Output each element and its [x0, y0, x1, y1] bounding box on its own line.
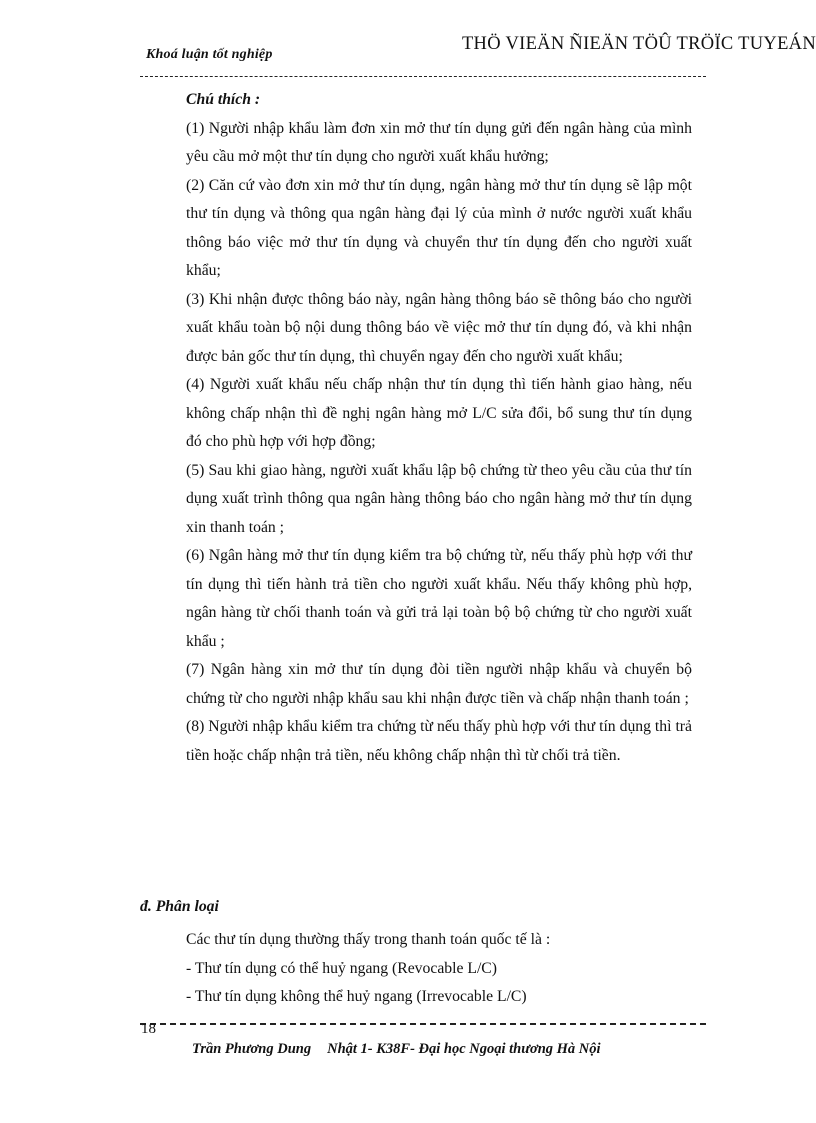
note-paragraph: (1) Người nhập khẩu làm đơn xin mở thư tín dụng gửi đến ngân hàng của mình yêu cầu mở một thư tín dụng cho người xuất khẩu hưởng;	[186, 119, 692, 165]
footer	[192, 1041, 601, 1058]
header-left-title: Khoá luận tốt nghiệp	[146, 47, 273, 62]
page-number: 18	[141, 1021, 156, 1037]
header-divider	[140, 76, 706, 77]
note-paragraph: (5) Sau khi giao hàng, người xuất khẩu lập bộ chứng từ theo yêu cầu của thư tín dụng xuất trình thông qua ngân hàng thông báo cho ngân hàng mở thư tín dụng xin thanh toán ;	[186, 461, 692, 536]
classification-intro: Các thư tín dụng thường thấy trong thanh toán quốc tế là :	[186, 931, 551, 948]
footer-class-info: Nhật 1- K38F- Đại học Ngoại thương Hà Nội	[327, 1041, 601, 1057]
classification-item: - Thư tín dụng có thể huỷ ngang (Revocable L/C)	[186, 959, 497, 977]
note-paragraph: (2) Căn cứ vào đơn xin mở thư tín dụng, ngân hàng mở thư tín dụng sẽ lập một thư tín dụng và thông qua ngân hàng đại lý của mình ở nước người xuất khẩu thông báo việc mở thư tín dụng và chuyển thư tín dụng đến cho người xuất khẩu;	[186, 176, 692, 279]
footer-divider	[140, 1023, 706, 1025]
notes-section	[186, 86, 692, 770]
note-paragraph: (4) Người xuất khẩu nếu chấp nhận thư tín dụng thì tiến hành giao hàng, nếu không chấp nhận thì đề nghị ngân hàng mở L/C sửa đổi, bổ sung thư tín dụng đó cho phù hợp với hợp đồng;	[186, 376, 692, 450]
note-paragraph: (6) Ngân hàng mở thư tín dụng kiểm tra bộ chứng từ, nếu thấy phù hợp với thư tín dụng thì tiến hành trả tiền cho người xuất khẩu. Nếu thấy không phù hợp, ngân hàng từ chối thanh toán và gửi trả lại toàn bộ bộ chứng từ cho người xuất khẩu ;	[186, 547, 692, 650]
classification-item: - Thư tín dụng không thể huỷ ngang (Irrevocable L/C)	[186, 988, 527, 1005]
note-paragraph: (3) Khi nhận được thông báo này, ngân hàng thông báo sẽ thông báo cho người xuất khẩu toàn bộ nội dung thông báo về việc mở thư tín dụng đó, và khi nhận được bản gốc thư tín dụng, thì chuyển ngay đến cho người xuất khẩu;	[186, 290, 692, 365]
note-paragraph: (7) Ngân hàng xin mở thư tín dụng đòi tiền người nhập khẩu và chuyển bộ chứng từ cho người nhập khẩu sau khi nhận được tiền và chấp nhận thanh toán ;	[186, 661, 692, 707]
header-right-title: THÖ VIEÄN ÑIEÄN TÖÛ TRÖÏC TUYEÁN	[461, 34, 816, 54]
note-paragraph: (8) Người nhập khẩu kiểm tra chứng từ nếu thấy phù hợp với thư tín dụng thì trả tiền hoặc chấp nhận trả tiền, nếu không chấp nhận thì từ chối trả tiền.	[186, 718, 692, 764]
caption-title: Chú thích :	[186, 91, 261, 108]
section-heading: đ. Phân loại	[140, 898, 219, 915]
classification-list	[186, 926, 692, 1012]
footer-author: Trần Phương Dung	[192, 1041, 312, 1057]
